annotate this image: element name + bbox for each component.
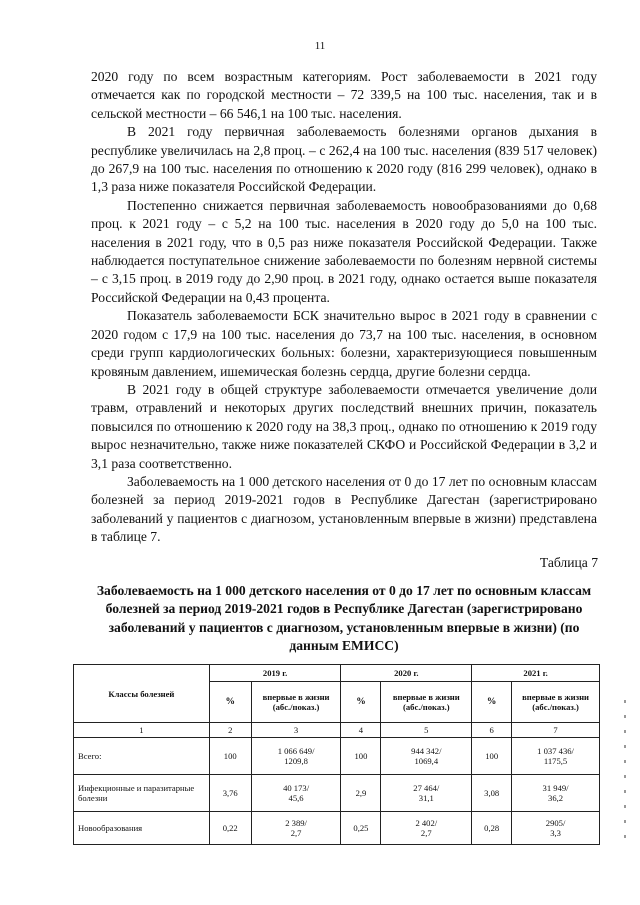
paragraph: Показатель заболеваемости БСК значительно вырос в 2021 году в сравнении с 2020 годом с 17,9 на 100 тыс. населения до 73,7 на 100 тыс. населения, в основном среди групп кардиологических больных: болезни, характеризующиеся повышенным кровяным давлением, ишемическая болезнь сердца, другие болезни сердца. [91, 308, 597, 379]
cell-rate: 1175,5 [543, 756, 568, 766]
header-percent: % [341, 682, 381, 723]
cell-rate: 45,6 [288, 793, 304, 803]
cell-percent: 100 [209, 738, 251, 775]
cell-abs: 31 949/ [542, 783, 569, 793]
cell-new-cases [512, 812, 600, 845]
morbidity-table [73, 664, 600, 845]
table-label: Таблица 7 [539, 555, 598, 570]
cell-abs: 2 402/ [415, 818, 438, 828]
paragraph: В 2021 году первичная заболеваемость болезнями органов дыхания в республике увеличилась на 2,8 проц. – с 262,4 на 100 тыс. населения (839 517 человек) до 267,9 на 100 тыс. населения по отношению к 2020 году (816 299 человек), однако в 1,3 раза ниже показателя Российской Федерации. [91, 124, 597, 195]
cell-rate: 2,7 [290, 828, 302, 838]
scan-edge-marks [624, 700, 628, 900]
cell-abs: 27 464/ [413, 783, 440, 793]
column-index: 2 [209, 723, 251, 738]
cell-rate: 36,2 [548, 793, 564, 803]
table-row [74, 812, 600, 845]
cell-new-cases [381, 775, 472, 812]
paragraph: 2020 году по всем возрастным категориям. Рост заболеваемости в 2021 году отмечается как по городской местности – 72 339,5 на 100 тыс. населения, так и в сельской местности – 66 546,1 на 100 тыс. населения. [91, 69, 597, 121]
column-index-row [74, 723, 600, 738]
row-name: Инфекционные и паразитарные болезни [74, 775, 210, 812]
column-index: 6 [472, 723, 512, 738]
table-row [74, 738, 600, 775]
column-index: 3 [251, 723, 341, 738]
cell-percent: 100 [472, 738, 512, 775]
cell-percent: 3,76 [209, 775, 251, 812]
paragraph: В 2021 году в общей структуре заболеваемости отмечается увеличение доли травм, отравлений и некоторых других последствий внешних причин, показатель повысился по отношению к 2020 году на 38,3 проц., однако по отношению к 2019 году вырос незначительно, также ниже показателей СКФО и Российской Федерации в 3,2 и 3,1 раза соответственно. [91, 381, 597, 471]
cell-new-cases [512, 775, 600, 812]
cell-percent: 2,9 [341, 775, 381, 812]
cell-rate: 2,7 [420, 828, 432, 838]
row-name: Всего: [74, 738, 210, 775]
cell-abs: 2905/ [545, 818, 566, 828]
paragraph: Заболеваемость на 1 000 детского населения от 0 до 17 лет по основным классам болезней за период 2019-2021 годов в Республике Дагестан (зарегистрировано заболеваний у пациентов с диагнозом, установленным впервые в жизни) представлена в таблице 7. [91, 473, 597, 545]
cell-abs: 1 066 649/ [277, 746, 315, 756]
cell-new-cases [251, 812, 341, 845]
cell-percent: 0,25 [341, 812, 381, 845]
cell-new-cases [251, 775, 341, 812]
page-number: 11 [314, 40, 326, 52]
column-index: 7 [512, 723, 600, 738]
cell-abs: 40 173/ [283, 783, 310, 793]
cell-percent: 0,28 [472, 812, 512, 845]
row-name: Новообразования [74, 812, 210, 845]
cell-abs: 944 342/ [411, 746, 442, 756]
header-year: 2019 г. [209, 665, 341, 682]
cell-rate: 3,3 [550, 828, 561, 838]
cell-percent: 100 [341, 738, 381, 775]
cell-new-cases [512, 738, 600, 775]
cell-new-cases [381, 738, 472, 775]
table-title: Заболеваемость на 1 000 детского населения от 0 до 17 лет по основным классам болезней за период 2019-2021 годов в Республике Дагестан (зарегистрировано заболеваний у пациентов с диагнозом, установленным впервые в жизни) (по данным ЕМИСС) [96, 583, 592, 654]
cell-rate: 1069,4 [414, 756, 439, 766]
header-new-cases: впервые в жизни (абс./показ.) [251, 682, 341, 723]
cell-new-cases [251, 738, 341, 775]
paragraph: Постепенно снижается первичная заболеваемость новообразованиями до 0,68 проц. к 2021 году – с 5,2 на 100 тыс. населения в 2020 году до 5,0 на 100 тыс. населения в 2021 году, что в 0,5 раз ниже показателя Российской Федерации. Также наблюдается поступательное снижение заболеваемости по болезням нервной системы – с 3,15 проц. в 2019 году до 2,90 проц. в 2021 году, однако остается выше показателя Российской Федерации на 0,43 процента. [91, 197, 597, 305]
column-index: 5 [381, 723, 472, 738]
cell-new-cases [381, 812, 472, 845]
header-year: 2021 г. [472, 665, 600, 682]
table-row [74, 775, 600, 812]
cell-abs: 1 037 436/ [537, 746, 574, 756]
cell-percent: 3,08 [472, 775, 512, 812]
header-new-cases: впервые в жизни (абс./показ.) [512, 682, 600, 723]
column-index: 4 [341, 723, 381, 738]
cell-rate: 31,1 [418, 793, 434, 803]
table-header-row [74, 665, 600, 682]
column-index: 1 [74, 723, 210, 738]
cell-rate: 1209,8 [284, 756, 308, 766]
header-classes: Классы болезней [74, 665, 210, 723]
header-percent: % [209, 682, 251, 723]
body-text [91, 68, 597, 547]
header-year: 2020 г. [341, 665, 472, 682]
header-percent: % [472, 682, 512, 723]
cell-abs: 2 389/ [285, 818, 307, 828]
cell-percent: 0,22 [209, 812, 251, 845]
header-new-cases: впервые в жизни (абс./показ.) [381, 682, 472, 723]
